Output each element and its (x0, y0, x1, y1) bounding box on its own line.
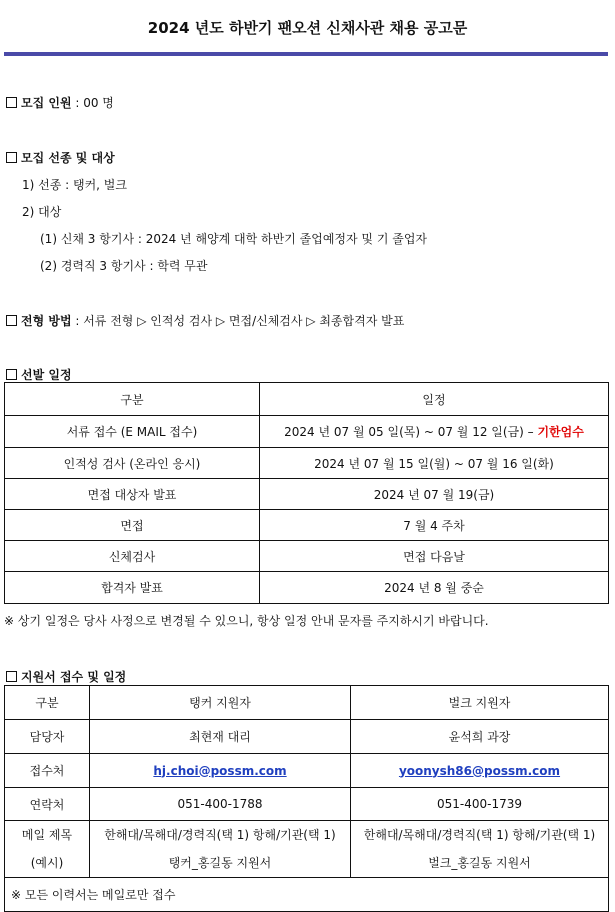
table-row (5, 878, 609, 912)
section-value: : 00 명 (71, 96, 114, 110)
schedule-name: 합격자 발표 (5, 572, 260, 604)
row-label: 연락처 (5, 788, 90, 821)
row-label: 메일 제목 (예시) (5, 821, 90, 878)
deadline-badge: 기한엄수 (537, 425, 584, 439)
footer-note: ※ 모든 이력서는 메일로만 접수 (5, 878, 609, 912)
email-cell-bulk (351, 754, 609, 788)
schedule-name: 신체검사 (5, 541, 260, 572)
subject-tanker: 한해대/목해대/경력직(택 1) 항해/기관(택 1) 탱커_홍길동 지원서 (90, 821, 351, 878)
application-table (4, 685, 609, 912)
table-row (5, 510, 609, 541)
table-row (5, 541, 609, 572)
list-item: 2) 대상 (22, 205, 62, 219)
table-header: 일정 (260, 383, 609, 416)
table-header: 탱커 지원자 (90, 686, 351, 720)
table-header: 구분 (5, 383, 260, 416)
phone-bulk: 051-400-1739 (351, 788, 609, 821)
table-header: 벌크 지원자 (351, 686, 609, 720)
schedule-date: 2024 년 07 월 15 일(월) ~ 07 월 16 일(화) (260, 448, 609, 479)
table-row (5, 479, 609, 510)
table-header: 구분 (5, 686, 90, 720)
checkbox-square-icon (6, 369, 17, 380)
email-cell-tanker (90, 754, 351, 788)
subject-bulk: 한해대/목해대/경력직(택 1) 항해/기관(택 1) 벌크_홍길동 지원서 (351, 821, 609, 878)
phone-tanker: 051-400-1788 (90, 788, 351, 821)
schedule-name: 인적성 검사 (온라인 응시) (5, 448, 260, 479)
section-selection-method (6, 312, 404, 329)
section-label: 선발 일정 (21, 368, 72, 382)
schedule-date: 면접 다음날 (260, 541, 609, 572)
checkbox-square-icon (6, 97, 17, 108)
row-label: 접수처 (5, 754, 90, 788)
schedule-name: 서류 접수 (E MAIL 접수) (5, 416, 260, 448)
checkbox-square-icon (6, 671, 17, 682)
section-recruit-count (6, 94, 114, 111)
section-label: 전형 방법 (21, 314, 72, 328)
email-link-tanker[interactable]: hj.choi@possm.com (153, 763, 287, 778)
list-item: (1) 신채 3 항기사 : 2024 년 해양계 대학 하반기 졸업예정자 및 기 졸업자 (40, 232, 428, 246)
section-value: : 서류 전형 ▷ 인적성 검사 ▷ 면접/신체검사 ▷ 최종합격자 발표 (71, 314, 405, 328)
table-row (5, 572, 609, 604)
list-item: 1) 선종 : 탱커, 벌크 (22, 178, 127, 192)
checkbox-square-icon (6, 152, 17, 163)
page-title: 2024 년도 하반기 팬오션 신채사관 채용 공고문 (147, 19, 468, 37)
table-row (5, 448, 609, 479)
section-schedule (6, 366, 72, 383)
row-label: 담당자 (5, 720, 90, 754)
section-application (6, 668, 126, 685)
title-underline (4, 52, 608, 56)
contact-tanker: 최현재 대리 (90, 720, 351, 754)
checkbox-square-icon (6, 315, 17, 326)
schedule-date: 2024 년 07 월 05 일(목) ~ 07 월 12 일(금) – 기한엄수 (260, 416, 609, 448)
schedule-date: 2024 년 07 월 19(금) (260, 479, 609, 510)
section-label: 모집 선종 및 대상 (21, 151, 115, 165)
schedule-table (4, 382, 609, 604)
table-row (5, 720, 609, 754)
table-row (5, 754, 609, 788)
table-row (5, 416, 609, 448)
list-item: (2) 경력직 3 항기사 : 학력 무관 (40, 259, 208, 273)
table-row (5, 821, 609, 878)
section-ship-target (6, 149, 115, 166)
section-label: 지원서 접수 및 일정 (21, 670, 127, 684)
section-label: 모집 인원 (21, 96, 72, 110)
schedule-name: 면접 (5, 510, 260, 541)
schedule-date: 7 월 4 주차 (260, 510, 609, 541)
schedule-note: ※ 상기 일정은 당사 사정으로 변경될 수 있으니, 항상 일정 안내 문자를 주지하시기 바랍니다. (4, 614, 489, 628)
email-link-bulk[interactable]: yoonysh86@possm.com (398, 763, 561, 778)
table-header-row (5, 383, 609, 416)
table-row (5, 788, 609, 821)
table-header-row (5, 686, 609, 720)
schedule-name: 면접 대상자 발표 (5, 479, 260, 510)
schedule-date: 2024 년 8 월 중순 (260, 572, 609, 604)
contact-bulk: 윤석희 과장 (351, 720, 609, 754)
